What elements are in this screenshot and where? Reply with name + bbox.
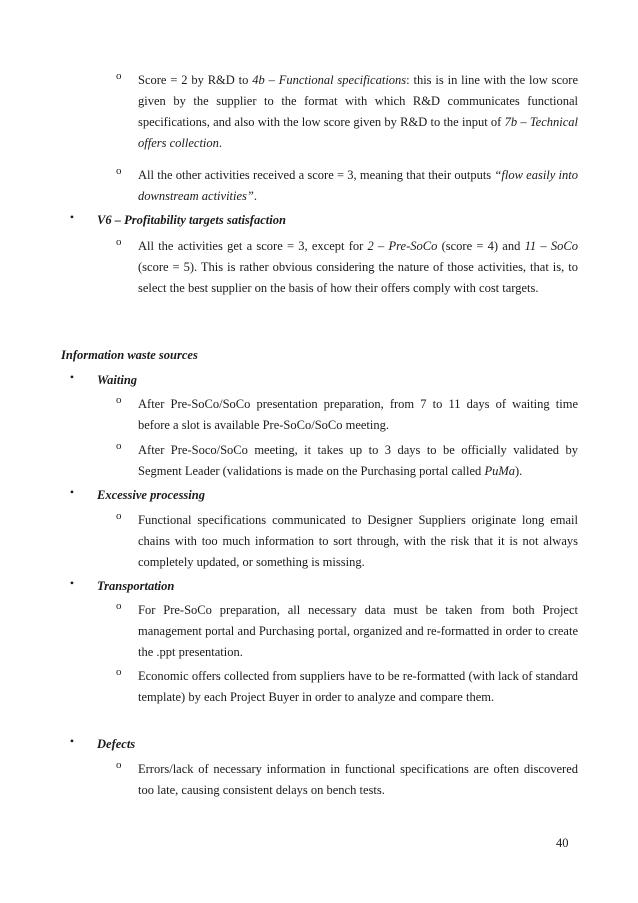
waiting-heading: Waiting [97, 373, 138, 387]
item-text: After Pre-Soco/SoCo meeting, it takes up to 3 days to be officially validated by Segment Leader (validations is made on the Purchasing portal called [138, 443, 578, 478]
excessive-heading: Excessive processing [97, 488, 205, 502]
item-text: (score = 4) and [437, 239, 525, 253]
item-emphasis: 2 – Pre-SoCo [367, 239, 438, 253]
sub-bullet: o [116, 236, 122, 248]
sub-bullet: o [116, 440, 122, 452]
sub-bullet: o [116, 510, 122, 522]
item-emphasis: 7b – Technical offers collection [138, 115, 578, 150]
bullet: • [69, 576, 75, 590]
item-text: . [253, 189, 257, 203]
section-heading: Information waste sources [61, 348, 198, 362]
item-text: Score = 2 by R&D to [138, 73, 253, 87]
item-emphasis: “flow easily into downstream activities” [138, 168, 578, 203]
list-item [138, 236, 578, 299]
list-item [138, 165, 578, 207]
item-text: ). [515, 464, 523, 478]
item-text: (score = 5). This is rather obvious considering the nature of those activities, that is, to select the best supplier on the basis of how their offers comply with cost targets. [138, 260, 578, 295]
sub-bullet: o [116, 165, 122, 177]
item-emphasis: 4b – Functional specifications [252, 73, 407, 87]
bullet: • [69, 210, 75, 224]
sub-bullet: o [116, 70, 122, 82]
item-emphasis: PuMa [484, 464, 515, 478]
item-text: All the activities get a score = 3, except for [138, 239, 368, 253]
list-item: Economic offers collected from suppliers have to be re-formatted (with lack of standard template) by each Project Buyer in order to analyze and compare them. [138, 669, 578, 704]
list-item [138, 70, 578, 154]
defects-heading: Defects [97, 737, 136, 751]
page-number: 40 [556, 836, 569, 850]
list-item: Functional specifications communicated to Designer Suppliers originate long email chains with too much information to sort through, with the risk that it is not always completely updated, or something is missing. [138, 513, 578, 569]
transportation-heading: Transportation [97, 579, 175, 593]
item-emphasis: 11 – SoCo [524, 239, 578, 253]
item-text: : this is in line with the low score given by the supplier to the format with which R&D communicates functional specifications, and also with the low score given by R&D to the input of [138, 73, 578, 129]
list-item [138, 440, 578, 482]
sub-bullet: o [116, 666, 122, 678]
list-item: For Pre-SoCo preparation, all necessary data must be taken from both Project management portal and Purchasing portal, organized and re-formatted in order to create the .ppt presentation. [138, 603, 578, 659]
bullet: • [69, 734, 75, 748]
item-text: All the other activities received a score = 3, meaning that their outputs [138, 168, 495, 182]
sub-bullet: o [116, 759, 122, 771]
item-text: . [218, 136, 223, 150]
bullet: • [69, 485, 75, 499]
list-item: Errors/lack of necessary information in functional specifications are often discovered too late, causing consistent delays on bench tests. [138, 762, 578, 797]
v6-heading: V6 – Profitability targets satisfaction [97, 213, 286, 227]
bullet: • [69, 370, 75, 384]
sub-bullet: o [116, 600, 122, 612]
list-item: After Pre-SoCo/SoCo presentation preparation, from 7 to 11 days of waiting time before a slot is available Pre-SoCo/SoCo meeting. [138, 397, 578, 432]
sub-bullet: o [116, 394, 122, 406]
